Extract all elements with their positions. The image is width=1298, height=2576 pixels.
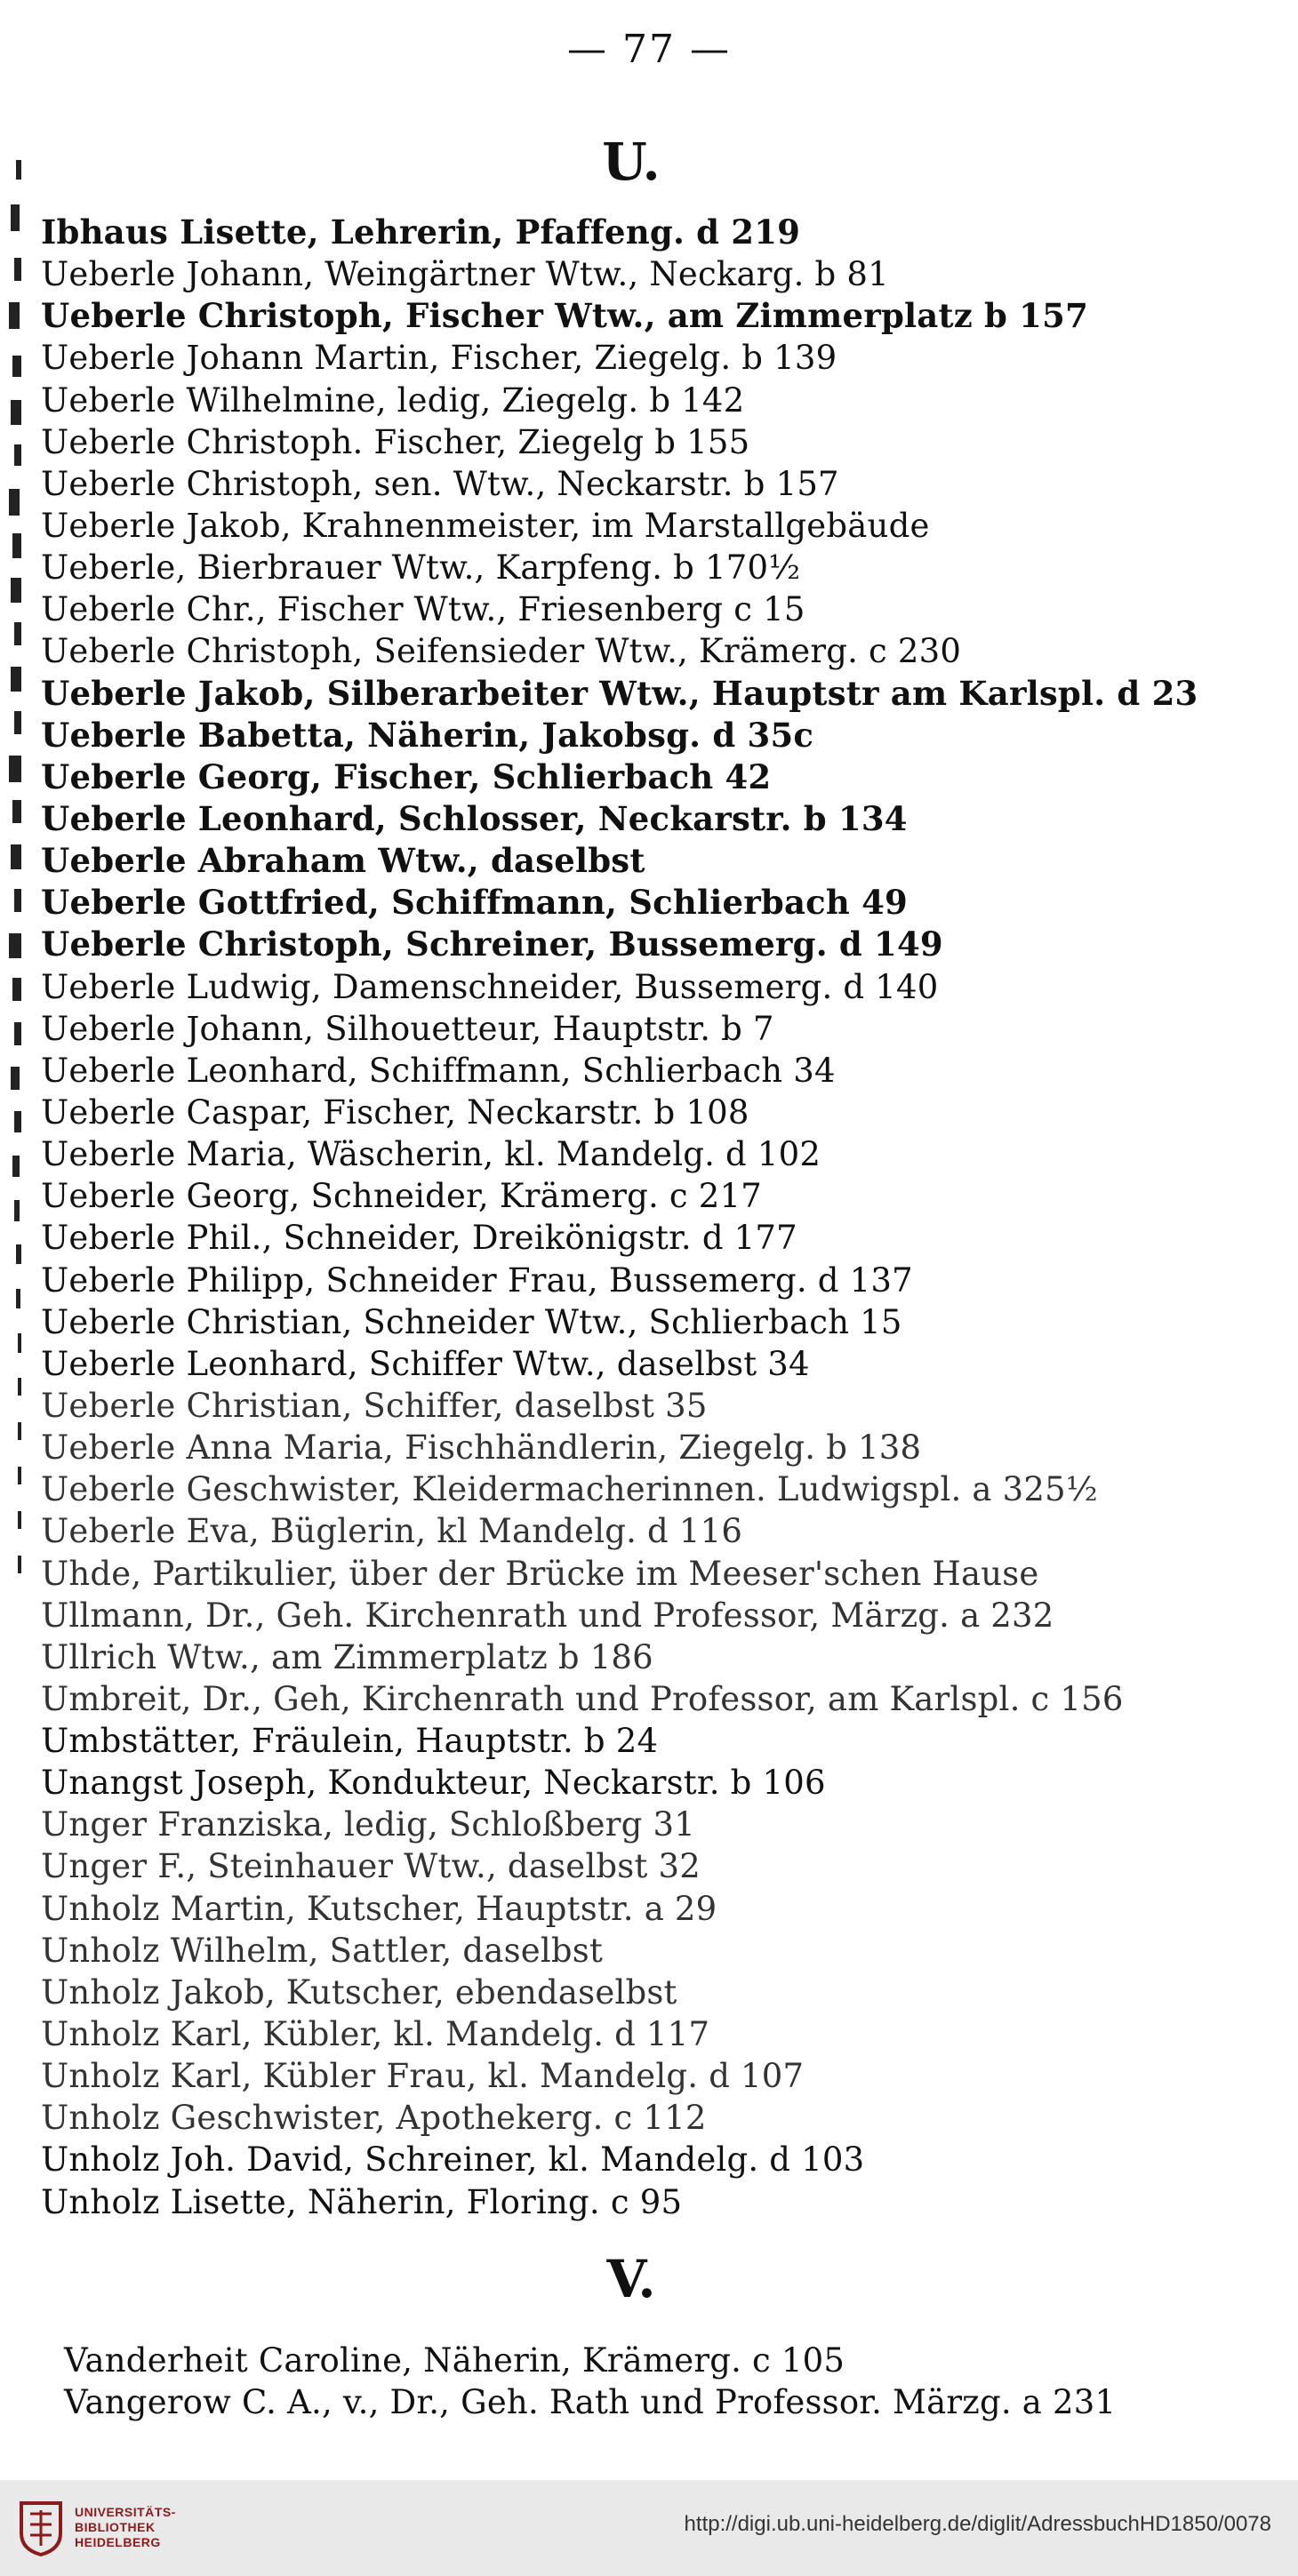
list-item: Ueberle Georg, Schneider, Krämerg. c 217	[41, 1177, 763, 1216]
list-item: Ueberle Christoph, Seifensieder Wtw., Krämerg. c 230	[41, 632, 962, 671]
list-item: Umbstätter, Fräulein, Hauptstr. b 24	[41, 1722, 659, 1761]
list-item: Ullmann, Dr., Geh. Kirchenrath und Professor, Märzg. a 232	[41, 1596, 1054, 1635]
list-item: Ueberle Ludwig, Damenschneider, Bussemerg. d 140	[41, 967, 939, 1006]
list-item: Ueberle Christoph. Fischer, Ziegelg b 155	[41, 422, 750, 461]
list-item: Vangerow C. A., v., Dr., Geh. Rath und Professor. Märzg. a 231	[64, 2383, 1117, 2422]
list-item: Unholz Karl, Kübler, kl. Mandelg. d 117	[41, 2015, 710, 2054]
list-item: Ueberle Maria, Wäscherin, kl. Mandelg. d 102	[41, 1135, 821, 1174]
library-logo[interactable]	[16, 2494, 185, 2564]
list-item: Ueberle Eva, Büglerin, kl Mandelg. d 116	[41, 1512, 743, 1551]
binding-gutter-marks	[4, 151, 39, 2249]
list-item: Ueberle Wilhelmine, ledig, Ziegelg. b 142	[41, 380, 745, 420]
list-item: Ueberle Georg, Fischer, Schlierbach 42	[41, 756, 772, 796]
list-item: Ueberle Johann, Weingärtner Wtw., Neckarg. b 81	[41, 255, 889, 294]
section-heading-v: V.	[606, 2249, 656, 2309]
list-item: Ueberle Jakob, Krahnenmeister, im Marstallgebäude	[41, 506, 930, 545]
viewer-footer	[0, 2480, 1298, 2576]
library-name: UNIVERSITÄTS- BIBLIOTHEK HEIDELBERG	[75, 2505, 176, 2549]
list-item: Vanderheit Caroline, Näherin, Krämerg. c 105	[64, 2341, 845, 2380]
list-item: Ueberle Anna Maria, Fischhändlerin, Ziegelg. b 138	[41, 1428, 922, 1468]
list-item: Ibhaus Lisette, Lehrerin, Pfaffeng. d 219	[41, 212, 801, 252]
list-item: Ueberle Christian, Schneider Wtw., Schlierbach 15	[41, 1302, 902, 1341]
list-item: Ueberle Philipp, Schneider Frau, Bussemerg. d 137	[41, 1260, 913, 1300]
list-item: Ueberle Geschwister, Kleidermacherinnen. Ludwigspl. a 325½	[41, 1470, 1098, 1509]
list-item: Unholz Joh. David, Schreiner, kl. Mandelg. d 103	[41, 2140, 865, 2180]
list-item: Unholz Lisette, Näherin, Floring. c 95	[41, 2182, 683, 2221]
list-item: Uhde, Partikulier, über der Brücke im Meeser'schen Hause	[41, 1554, 1039, 1593]
list-item: Unger F., Steinhauer Wtw., daselbst 32	[41, 1847, 701, 1886]
list-item: Unger Franziska, ledig, Schloßberg 31	[41, 1805, 695, 1844]
list-item: Ueberle Jakob, Silberarbeiter Wtw., Hauptstr am Karlspl. d 23	[41, 673, 1198, 713]
list-item: Ueberle Chr., Fischer Wtw., Friesenberg c 15	[41, 590, 805, 629]
list-item: Unholz Martin, Kutscher, Hauptstr. a 29	[41, 1889, 717, 1928]
entry-list-v	[64, 2340, 1273, 2423]
page-number: — 77 —	[567, 27, 731, 72]
source-url-link[interactable]: http://digi.ub.uni-heidelberg.de/diglit/AdressbuchHD1850/0078	[684, 2512, 1271, 2536]
list-item: Ueberle Christoph, Fischer Wtw., am Zimmerplatz b 157	[41, 296, 1089, 336]
list-item: Ueberle Leonhard, Schiffmann, Schlierbach 34	[41, 1051, 836, 1090]
list-item: Ueberle Gottfried, Schiffmann, Schlierbach 49	[41, 883, 908, 923]
list-item: Ueberle Babetta, Näherin, Jakobsg. d 35c	[41, 715, 814, 755]
list-item: Ueberle Caspar, Fischer, Neckarstr. b 108	[41, 1092, 749, 1132]
list-item: Ueberle Leonhard, Schiffer Wtw., daselbst 34	[41, 1344, 810, 1383]
library-seal-icon	[16, 2498, 66, 2556]
list-item: Ueberle Christian, Schiffer, daselbst 35	[41, 1386, 708, 1425]
list-item: Umbreit, Dr., Geh, Kirchenrath und Professor, am Karlspl. c 156	[41, 1679, 1124, 1718]
list-item: Ueberle Leonhard, Schlosser, Neckarstr. b 134	[41, 798, 908, 838]
list-item: Unholz Geschwister, Apothekerg. c 112	[41, 2099, 707, 2138]
list-item: Ueberle Christoph, Schreiner, Bussemerg. d 149	[41, 924, 943, 964]
entry-list-u	[41, 212, 1286, 2223]
list-item: Ueberle Johann Martin, Fischer, Ziegelg. b 139	[41, 339, 837, 378]
list-item: Unangst Joseph, Kondukteur, Neckarstr. b 106	[41, 1764, 826, 1803]
list-item: Unholz Wilhelm, Sattler, daselbst	[41, 1931, 604, 1970]
list-item: Ueberle Phil., Schneider, Dreikönigstr. d 177	[41, 1219, 797, 1258]
section-heading-u: U.	[602, 132, 661, 192]
list-item: Ueberle Christoph, sen. Wtw., Neckarstr. b 157	[41, 464, 839, 503]
list-item: Unholz Karl, Kübler Frau, kl. Mandelg. d 107	[41, 2057, 805, 2096]
list-item: Ueberle Abraham Wtw., daselbst	[41, 841, 645, 881]
list-item: Ullrich Wtw., am Zimmerplatz b 186	[41, 1637, 653, 1676]
list-item: Ueberle Johann, Silhouetteur, Hauptstr. b 7	[41, 1009, 774, 1048]
list-item: Ueberle, Bierbrauer Wtw., Karpfeng. b 170½	[41, 548, 801, 588]
list-item: Unholz Jakob, Kutscher, ebendaselbst	[41, 1972, 677, 2012]
